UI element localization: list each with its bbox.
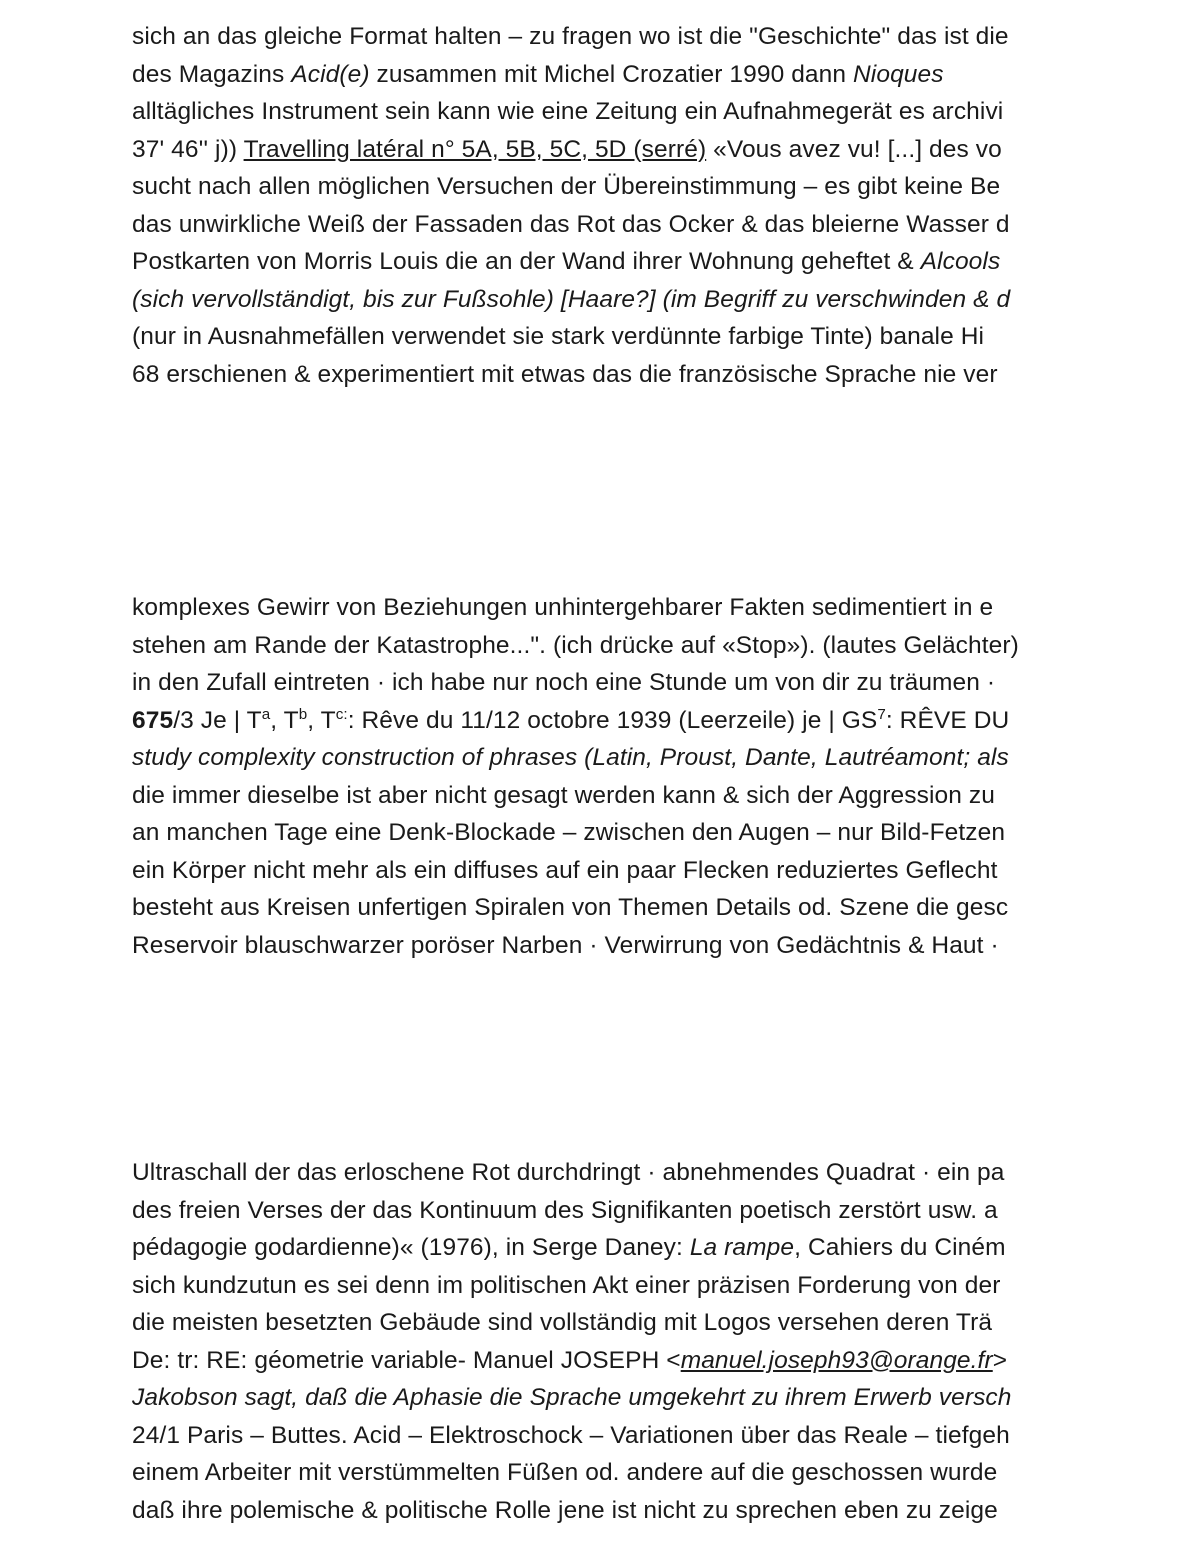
text-line [132,739,1072,777]
text-line [132,1417,1072,1455]
line-text: zusammen mit Michel Crozatier 1990 dann [369,60,854,88]
text-line [132,318,1072,356]
text-line [132,627,1072,665]
line-text: die meisten besetzten Gebäude sind vollständig mit Logos versehen deren Trä [132,1309,993,1336]
line-text: (nur in Ausnahmefällen verwendet sie stark verdünnte farbige Tinte) banale Hi [132,323,985,350]
text-line [132,1342,1072,1380]
text-line [132,56,1072,94]
superscript: c: [335,705,348,723]
text-block-1 [132,18,1072,393]
line-text: des Magazins [132,60,292,88]
line-text: einem Arbeiter mit verstümmelten Füßen od. andere auf die geschossen wurde [132,1459,998,1486]
line-text: De: tr: RE: géometrie variable- Manuel JOSEPH < [132,1346,681,1374]
line-text: 24/1 Paris – Buttes. Acid – Elektroschock – Variationen über das Reale – tiefgeh [132,1421,1010,1449]
text-line [132,1192,1072,1230]
line-text: sucht nach allen möglichen Versuchen der Übereinstimmung – es gibt keine Be [132,173,1001,200]
text-line [132,18,1072,56]
line-text: > [992,1346,1008,1374]
text-line [132,356,1072,394]
italic-title: Acid(e) [291,60,370,88]
paragraph-number: 675 [132,706,174,734]
text-line [132,93,1072,131]
text-line [132,281,1072,319]
line-text: /3 Je | T [173,706,262,734]
text-line [132,1492,1072,1530]
line-text: sich kundzutun es sei denn im politischen Akt einer präzisen Forderung von der [132,1271,1001,1299]
line-text: pédagogie godardienne)« (1976), in Serge Daney: [132,1234,690,1261]
line-text: sich an das gleiche Format halten – zu fragen wo ist die "Geschichte" das ist die [132,23,1009,50]
text-line [132,206,1072,244]
line-text: an manchen Tage eine Denk-Blockade – zwischen den Augen – nur Bild-Fetzen [132,819,1006,846]
line-text: : RÊVE DU [885,706,1010,734]
text-line [132,1304,1072,1342]
text-block-2 [132,589,1072,964]
line-text: alltägliches Instrument sein kann wie eine Zeitung ein Aufnahmegerät es archivi [132,98,1004,125]
text-line [132,1267,1072,1305]
line-text: das unwirkliche Weiß der Fassaden das Rot das Ocker & das bleierne Wasser d [132,210,1010,238]
text-line [132,777,1072,815]
line-text: stehen am Rande der Katastrophe...". (ich drücke auf «Stop»). (lautes Gelächter) [132,631,1019,659]
text-line [132,1379,1072,1417]
line-text: ein Körper nicht mehr als ein diffuses auf ein paar Flecken reduziertes Geflecht [132,856,998,884]
superscript: a [261,705,271,723]
text-line [132,1229,1072,1267]
line-text: Reservoir blauschwarzer poröser Narben · Verwirrung von Gedächtnis & Haut · [132,931,999,959]
text-line [132,1154,1072,1192]
line-text: , T [307,706,336,734]
superscript: 7 [877,705,886,723]
text-line [132,664,1072,702]
text-line [132,589,1072,627]
line-text: , T [270,706,299,734]
text-line [132,131,1072,169]
italic-title: Nioques [853,60,944,88]
text-block-3 [132,1154,1072,1529]
text-line [132,927,1072,965]
superscript: b [298,705,308,723]
text-line [132,814,1072,852]
line-text: , Cahiers du Ciném [794,1234,1006,1261]
email-link[interactable]: manuel.joseph93@orange.fr [680,1346,993,1374]
line-text: Jakobson sagt, daß die Aphasie die Sprache umgekehrt zu ihrem Erwerb versch [132,1384,1012,1411]
line-text: Postkarten von Morris Louis die an der Wand ihrer Wohnung geheftet & [132,248,921,275]
underlined-title: Travelling latéral n° 5A, 5B, 5C, 5D (serré) [243,135,707,163]
italic-title: La rampe [689,1234,795,1261]
text-line [132,702,1072,740]
italic-title: Alcools [920,248,1001,275]
line-text: : Rêve du 11/12 octobre 1939 (Leerzeile) je | GS [347,706,878,734]
text-line [132,168,1072,206]
line-text: besteht aus Kreisen unfertigen Spiralen von Themen Details od. Szene die gesc [132,894,1009,921]
line-text: 68 erschienen & experimentiert mit etwas das die französische Sprache nie ver [132,360,998,388]
line-text: des freien Verses der das Kontinuum des Signifikanten poetisch zerstört usw. a [132,1196,998,1224]
text-line [132,852,1072,890]
text-line [132,243,1072,281]
line-text: 37' 46'' j)) [132,135,244,163]
line-text: komplexes Gewirr von Beziehungen unhintergehbarer Fakten sedimentiert in e [132,594,994,621]
text-line [132,889,1072,927]
line-text: (sich vervollständigt, bis zur Fußsohle) [Haare?] (im Begriff zu verschwinden & d [132,285,1011,313]
block-spacer [132,964,1072,1154]
block-spacer [132,393,1072,589]
text-line [132,1454,1072,1492]
line-text: «Vous avez vu! [...] des vo [706,135,1002,163]
line-text: in den Zufall eintreten · ich habe nur noch eine Stunde um von dir zu träumen · [132,669,996,696]
line-text: study complexity construction of phrases (Latin, Proust, Dante, Lautréamont; als [132,744,1009,771]
line-text: die immer dieselbe ist aber nicht gesagt werden kann & sich der Aggression zu [132,781,995,809]
line-text: Ultraschall der das erloschene Rot durchdringt · abnehmendes Quadrat · ein pa [132,1159,1005,1186]
line-text: daß ihre polemische & politische Rolle jene ist nicht zu sprechen eben zu zeige [132,1496,998,1524]
